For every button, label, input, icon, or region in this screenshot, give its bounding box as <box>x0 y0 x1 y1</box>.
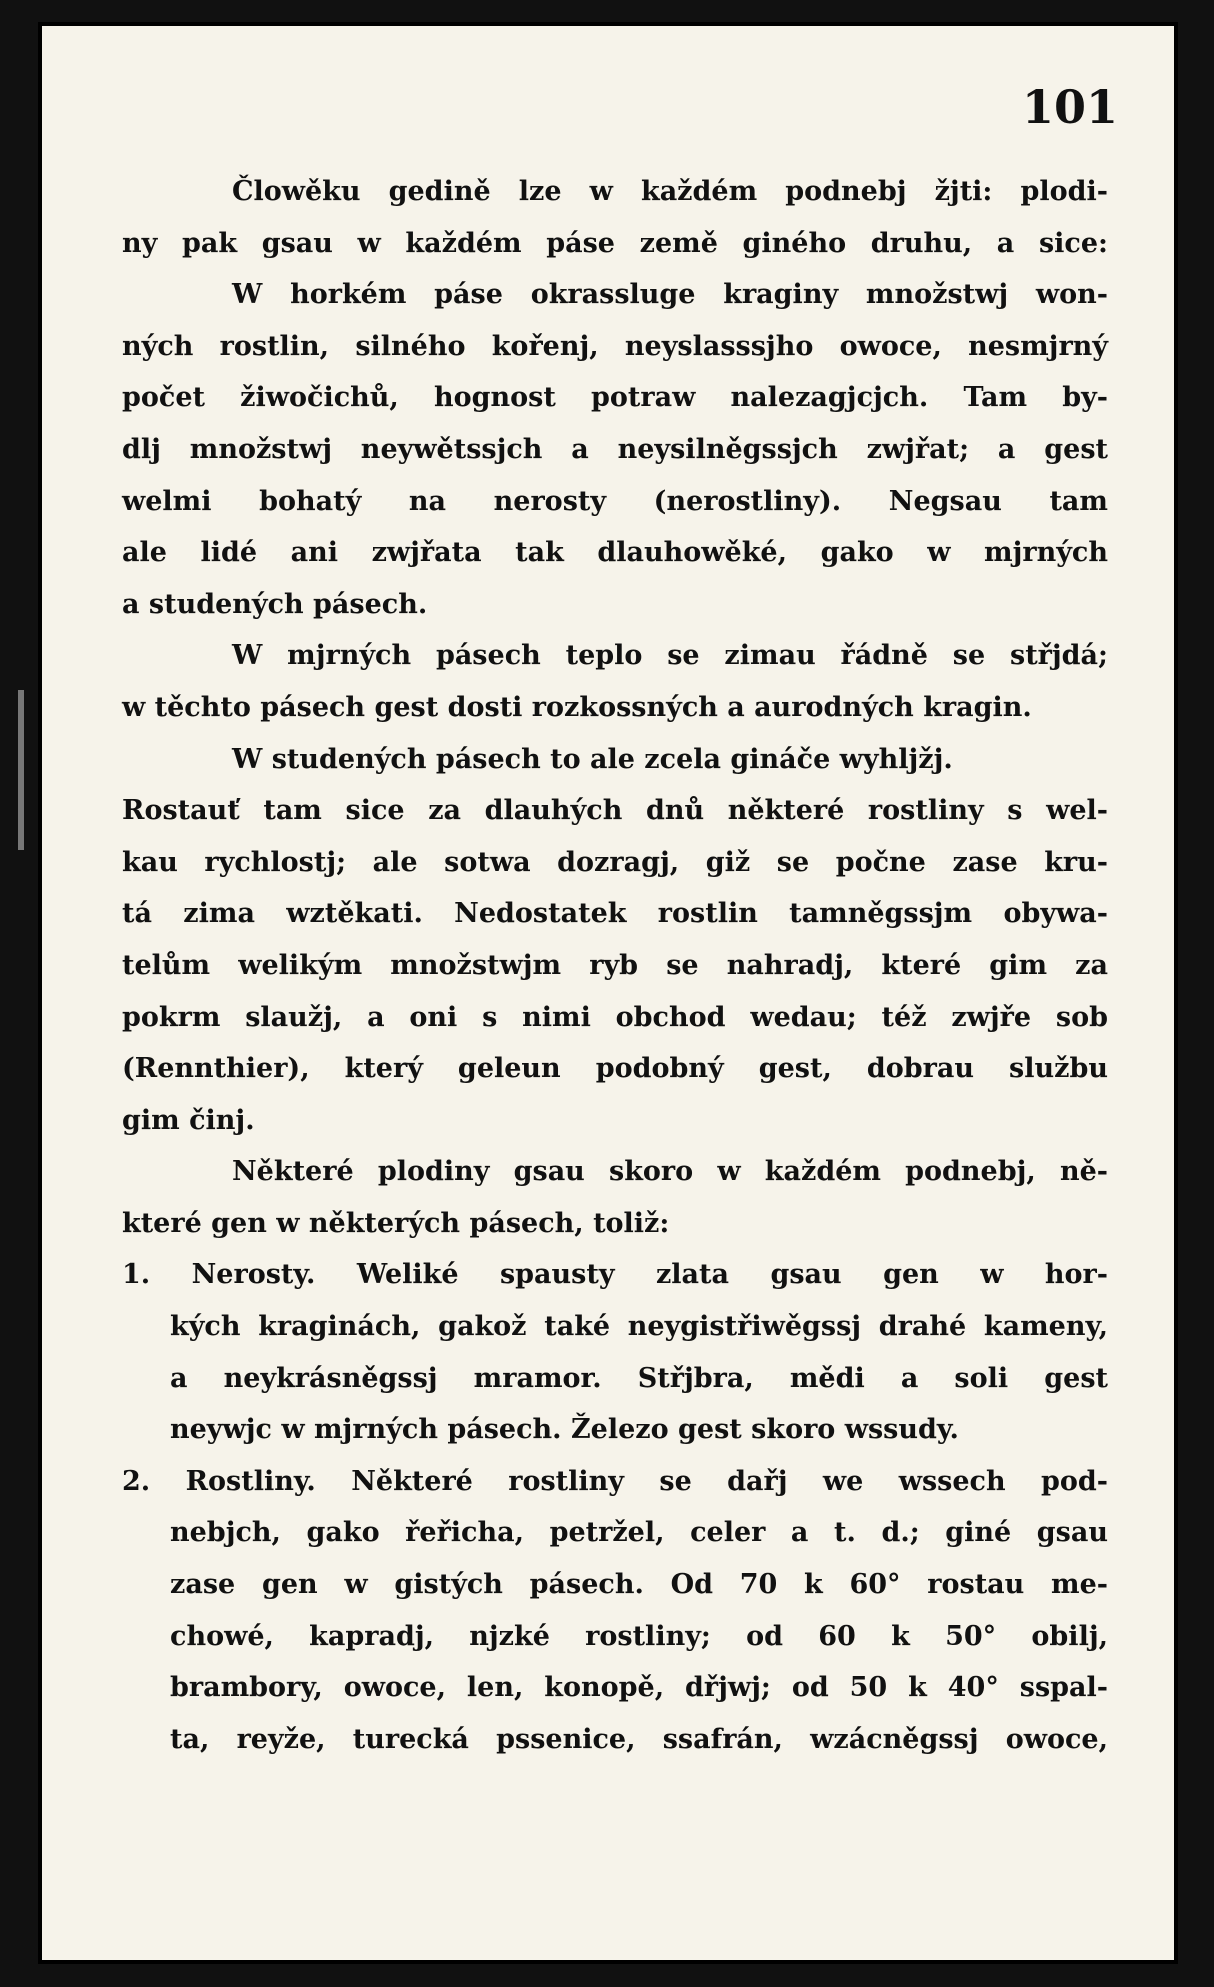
text-line: ale lidé ani zwjřata tak dlauhowěké, gako w mjrných <box>122 537 1108 569</box>
text-line: nebjch, gako řeřicha, petržel, celer a t. d.; giné gsau <box>170 1517 1108 1549</box>
text-line: telům welikým množstwjm ryb se nahradj, které gim za <box>122 949 1108 981</box>
text-line: kau rychlostj; ale sotwa dozragj, giž se počne zase kru- <box>122 846 1108 878</box>
text-line: Některé plodiny gsau skoro w každém podnebj, ně- <box>232 1156 1108 1188</box>
text-line: W mjrných pásech teplo se zimau řádně se střjdá; <box>232 640 1108 672</box>
text-line: ny pak gsau w každém páse země giného druhu, a sice: <box>122 227 1108 259</box>
text-line: welmi bohatý na nerosty (nerostliny). Negsau tam <box>122 485 1108 517</box>
text-line: dlj množstwj neywětssjch a neysilněgssjch zwjřat; a gest <box>122 433 1108 465</box>
text-line: a neykrásněgssj mramor. Střjbra, mědi a soli gest <box>170 1362 1108 1394</box>
text-line: zase gen w gistých pásech. Od 70 k 60° rostau me- <box>170 1569 1108 1601</box>
text-line: pokrm slaužj, a oni s nimi obchod wedau; též zwjře sob <box>122 1001 1108 1033</box>
text-line: W studených pásech to ale zcela gináče wyhljžj. <box>232 743 953 775</box>
text-line: 2. Rostliny. Některé rostliny se dařj we wssech pod- <box>122 1465 1108 1497</box>
text-line: Člowěku gedině lze w každém podnebj žjti: plodi- <box>232 176 1108 207</box>
text-line: ta, reyže, turecká pssenice, ssafrán, wzácněgssj owoce, <box>170 1723 1108 1755</box>
body-text <box>122 166 1108 1765</box>
text-line: (Rennthier), který geleun podobný gest, dobrau službu <box>122 1053 1108 1085</box>
text-line: kých kraginách, gakož také neygistřiwěgssj drahé kameny, <box>170 1311 1108 1343</box>
text-line: chowé, kapradj, njzké rostliny; od 60 k 50° obilj, <box>170 1620 1108 1652</box>
text-line: tá zima wztěkati. Nedostatek rostlin tamněgssjm obywa- <box>122 898 1108 930</box>
text-line: a studených pásech. <box>122 588 428 620</box>
text-line: w těchto pásech gest dosti rozkossných a aurodných kragin. <box>122 691 1032 723</box>
text-line: brambory, owoce, len, konopě, dřjwj; od 50 k 40° sspal- <box>170 1672 1108 1704</box>
text-line: neywjc w mjrných pásech. Železo gest skoro wssudy. <box>170 1414 959 1446</box>
page-number: 101 <box>1021 80 1118 134</box>
text-line: 1. Nerosty. Weliké spausty zlata gsau gen w hor- <box>122 1259 1108 1291</box>
text-line: gim činj. <box>122 1104 255 1136</box>
text-line: ných rostlin, silného kořenj, neyslasssjho owoce, nesmjrný <box>122 330 1108 362</box>
text-line: počet žiwočichů, hognost potraw nalezagjcjch. Tam by- <box>122 382 1108 414</box>
scan-edge-shadow <box>18 690 24 850</box>
text-line: Rostauť tam sice za dlauhých dnů některé rostliny s wel- <box>122 795 1108 827</box>
text-line: které gen w některých pásech, toliž: <box>122 1207 670 1239</box>
book-page <box>38 22 1178 1964</box>
text-line: W horkém páse okrassluge kraginy množstwj won- <box>232 279 1108 311</box>
